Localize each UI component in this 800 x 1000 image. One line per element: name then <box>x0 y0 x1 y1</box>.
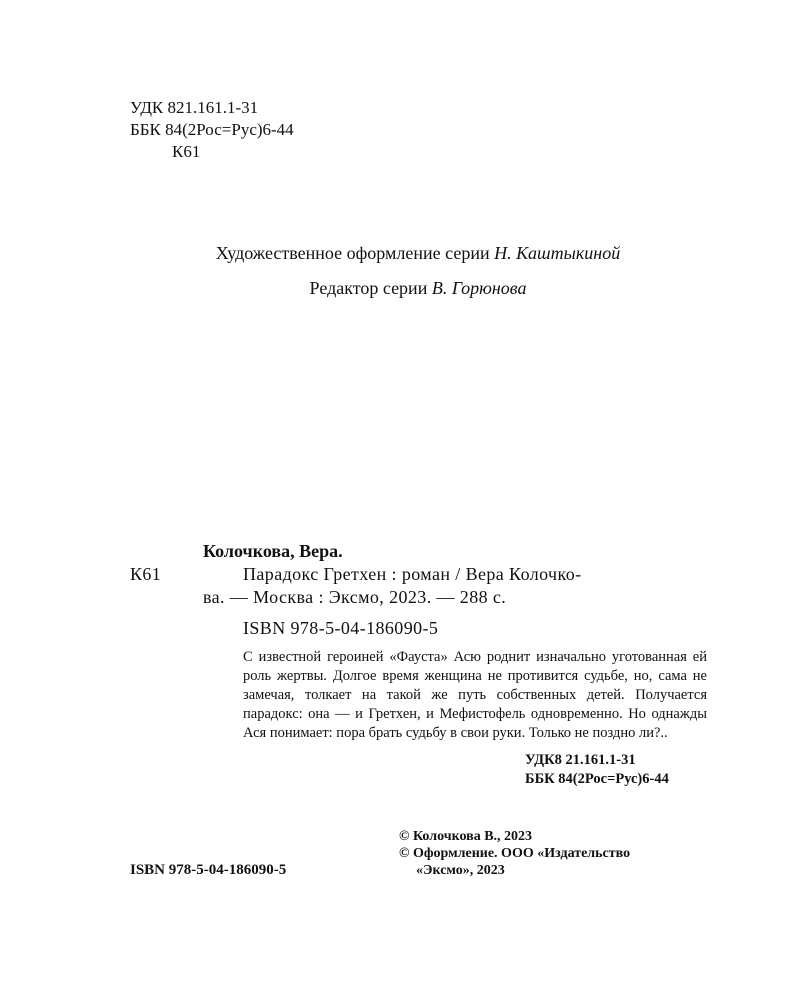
annotation-text: С известной героиней «Фауста» Асю роднит изначально уготованная ей роль жертвы. Долгое время женщина не противится судьбе, но, сама не замечая, толкает на такой же путь собственных детей. Получается парадокс: она — и Гретхен, и Мефистофель одновременно. Но однажды Ася понимает: пора брать судьбу в свои руки. Только не поздно ли?.. <box>243 649 707 741</box>
annotation-udk: УДК8 21.161.1-31 <box>525 752 636 768</box>
copyright-publisher: «Эксмо», 2023 <box>416 863 505 878</box>
series-editor-label: Редактор серии <box>309 278 428 298</box>
entry-title-line: Парадокс Гретхен : роман / Вера Колочко- <box>243 564 582 584</box>
entry-isbn: ISBN 978-5-04-186090-5 <box>243 618 439 638</box>
bbk-code: ББК 84(2Рос=Рус)6-44 <box>130 120 294 139</box>
author-name: Колочкова, Вера. <box>203 541 343 561</box>
annotation-bbk: ББК 84(2Рос=Рус)6-44 <box>525 771 669 787</box>
annotation <box>243 648 707 743</box>
series-design-credit <box>0 243 800 264</box>
udk-code: УДК 821.161.1-31 <box>130 98 259 117</box>
footer-isbn: ISBN 978-5-04-186090-5 <box>130 862 287 878</box>
series-editor-name: В. Горюнова <box>431 278 527 298</box>
series-designer-name: Н. Каштыкиной <box>494 243 621 263</box>
entry-author-mark: К61 <box>130 564 162 584</box>
copyright-author: © Колочкова В., 2023 <box>399 829 533 844</box>
entry-imprint-line: ва. — Москва : Эксмо, 2023. — 288 с. <box>203 587 507 607</box>
copyright-design: © Оформление. ООО «Издательство <box>399 846 631 861</box>
author-mark: К61 <box>172 142 201 161</box>
series-design-label: Художественное оформление серии <box>215 243 490 263</box>
series-editor-credit <box>0 278 800 299</box>
